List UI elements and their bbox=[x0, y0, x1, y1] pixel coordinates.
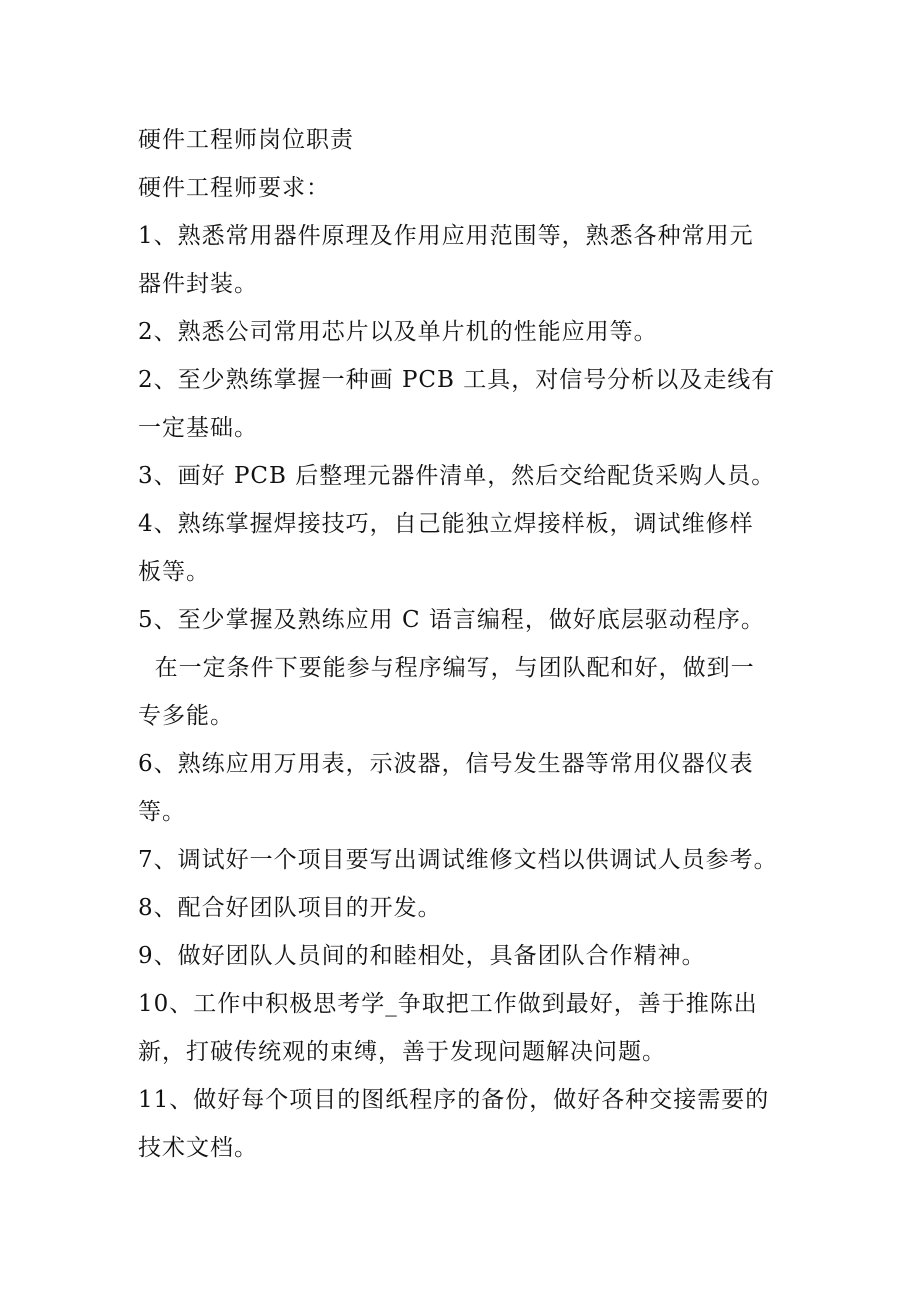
text-line: 技术文档。 bbox=[138, 1135, 258, 1161]
text-line: 专多能。 bbox=[138, 703, 234, 729]
text-line: 器件封装。 bbox=[138, 271, 258, 297]
text-line: 10、工作中积极思考学_争取把工作做到最好，善于推陈出 bbox=[138, 991, 758, 1017]
text-line: 5、至少掌握及熟练应用 C 语言编程，做好底层驱动程序。 bbox=[138, 607, 765, 633]
text-line: 2、熟悉公司常用芯片以及单片机的性能应用等。 bbox=[138, 319, 658, 345]
text-line: 11、做好每个项目的图纸程序的备份，做好各种交接需要的 bbox=[138, 1087, 770, 1113]
text-line: 2、至少熟练掌握一种画 PCB 工具，对信号分析以及走线有 bbox=[138, 367, 776, 393]
text-line: 在一定条件下要能参与程序编写，与团队配和好，做到一 bbox=[138, 655, 755, 681]
document-body bbox=[138, 116, 798, 1172]
text-line: 新，打破传统观的束缚，善于发现问题解决问题。 bbox=[138, 1039, 666, 1065]
text-line: 7、调试好一个项目要写出调试维修文档以供调试人员参考。 bbox=[138, 847, 778, 873]
document-subtitle: 硬件工程师要求： bbox=[138, 175, 330, 201]
text-line: 6、熟练应用万用表，示波器，信号发生器等常用仪器仪表 bbox=[138, 751, 754, 777]
text-line: 4、熟练掌握焊接技巧，自己能独立焊接样板，调试维修样 bbox=[138, 511, 754, 537]
text-line: 板等。 bbox=[138, 559, 210, 585]
text-line: 9、做好团队人员间的和睦相处，具备团队合作精神。 bbox=[138, 943, 706, 969]
text-line: 1、熟悉常用器件原理及作用应用范围等，熟悉各种常用元 bbox=[138, 223, 754, 249]
document-title: 硬件工程师岗位职责 bbox=[138, 127, 354, 153]
text-line: 3、画好 PCB 后整理元器件清单，然后交给配货采购人员。 bbox=[138, 463, 776, 489]
text-line: 一定基础。 bbox=[138, 415, 258, 441]
text-line: 8、配合好团队项目的开发。 bbox=[138, 895, 442, 921]
text-line: 等。 bbox=[138, 799, 186, 825]
